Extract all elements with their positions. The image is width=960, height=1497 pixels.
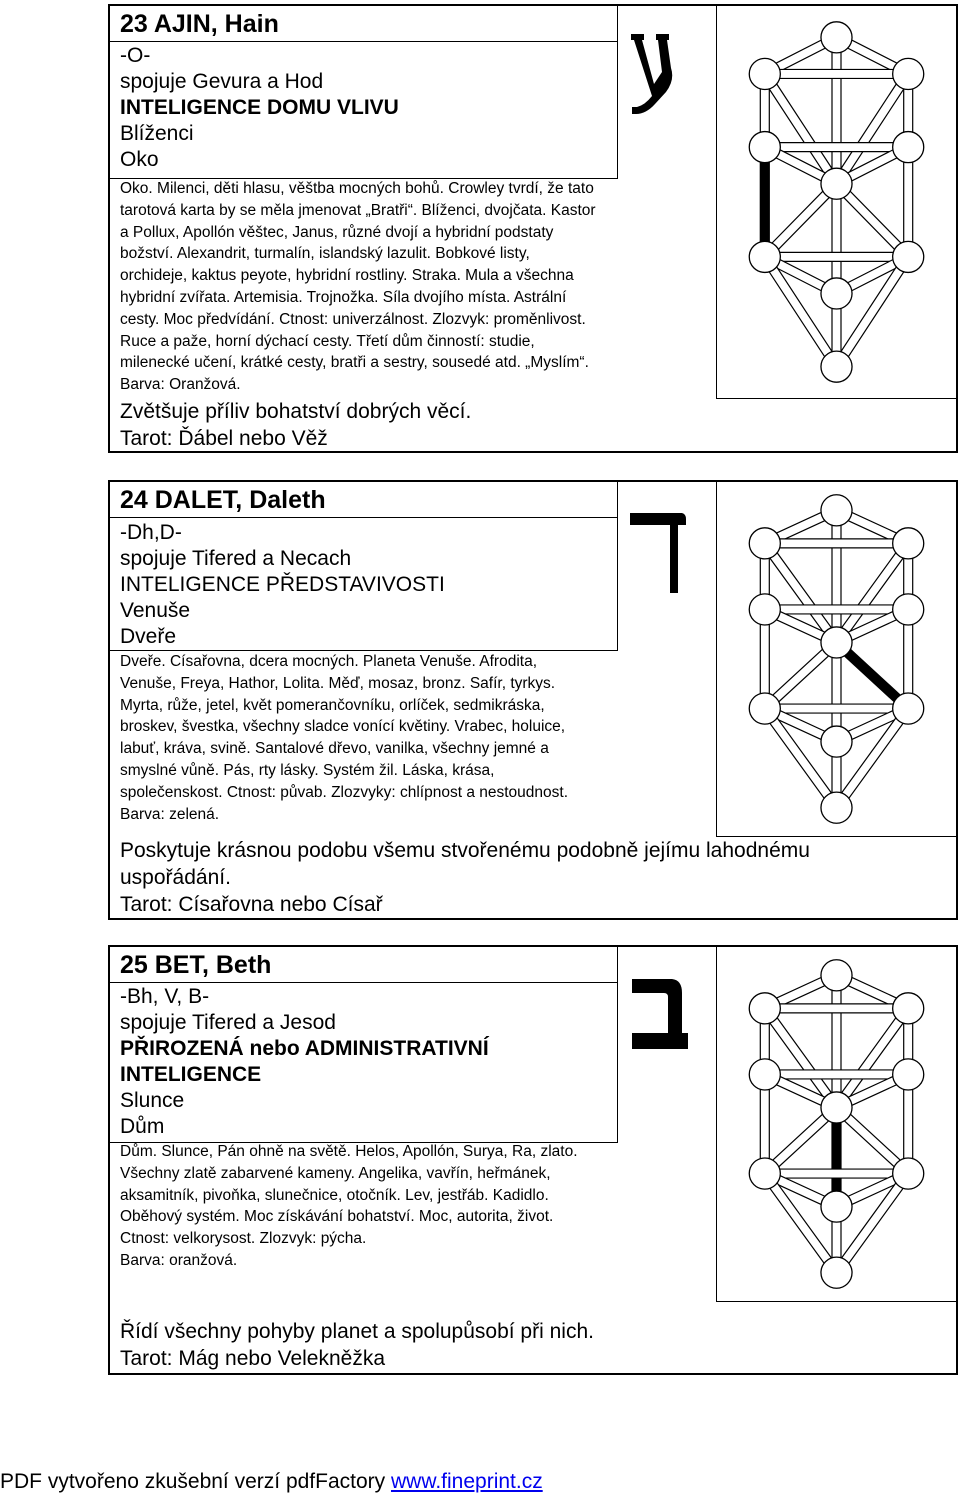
sefira-node xyxy=(821,627,852,658)
tree-of-life-diagram xyxy=(716,482,956,837)
transliteration: -Bh, V, B- xyxy=(120,985,210,1008)
sefira-node xyxy=(893,132,924,163)
sefira-node xyxy=(893,693,924,724)
card-title: 24 DALET, Daleth xyxy=(110,482,618,518)
sefira-node xyxy=(893,1059,924,1090)
sefira-node xyxy=(821,792,852,823)
sefira-node xyxy=(893,1158,924,1189)
intelligence-name: PŘIROZENÁ nebo ADMINISTRATIVNÍ xyxy=(120,1037,489,1060)
tree-path xyxy=(765,69,908,78)
description: Dům. Slunce, Pán ohně na světě. Helos, Apollón, Surya, Ra, zlato. Všechny zlatě zabarvené kameny. Angelika, vavřín, heřmánek, aksamitník, pivoňka, slunečnice, otočník. Lev, jestřáb. Kadidlo. Oběhový systém. Moc získávání bohatství. Moc, autorita, život. Ctnost: velkorysost. Zlozvyk: pýcha. Barva: oranžová. xyxy=(120,1143,578,1269)
sefira-node xyxy=(749,132,780,163)
sefira-node xyxy=(821,960,852,991)
highlighted-path xyxy=(760,147,769,257)
tree-path xyxy=(832,975,841,1107)
planet: Slunce xyxy=(120,1089,185,1112)
pdf-footer xyxy=(0,1470,543,1494)
description: Dveře. Císařovna, dcera mocných. Planeta Venuše. Afrodita, Venuše, Freya, Hathor, Lolita. Měď, mosaz, bronz. Safír, tyrkys. Myrta, růže, jetel, květ pomerančovníku, orlíček, sedmikráska, broskev, švestka, všechny sladce vonící květiny. Vrabec, holuice, labuť, kráva, svině. Santalové dřevo, vanilka, všechny jemné a smyslné vůně. Pás, rty lásky. Systém žil. Láska, krása, společenskost. Ctnost: půvab. Zlozvyky: chlípnost a nestoudnost. Barva: zelená. xyxy=(120,653,569,823)
sefira-node xyxy=(821,351,852,382)
intelligence-name: INTELIGENCE DOMU VLIVU xyxy=(120,96,399,119)
effect-and-tarot: Řídí všechny pohyby planet a spolupůsobí při nich. Tarot: Mág nebo Velekněžka xyxy=(120,1320,594,1370)
card-summary xyxy=(110,518,618,651)
sefira-node xyxy=(821,1257,852,1288)
path-connection: spojuje Tifered a Jesod xyxy=(120,1011,336,1034)
tree-path xyxy=(765,704,908,713)
intelligence-name: INTELIGENCE PŘEDSTAVIVOSTI xyxy=(120,573,445,596)
letter-meaning: Dům xyxy=(120,1115,165,1138)
transliteration: -Dh,D- xyxy=(120,521,182,544)
tree-path xyxy=(765,605,908,614)
tree-path xyxy=(832,37,841,183)
sefira-node xyxy=(749,241,780,272)
effect-and-tarot: Zvětšuje příliv bohatství dobrých věcí. Tarot: Ďábel nebo Věž xyxy=(120,400,472,450)
letter-meaning: Oko xyxy=(120,148,159,171)
footer-link[interactable]: www.fineprint.cz xyxy=(390,1470,543,1493)
sefira-node xyxy=(821,168,852,199)
sefira-node xyxy=(749,1158,780,1189)
card-bet xyxy=(108,945,958,1375)
sefira-node xyxy=(749,594,780,625)
hebrew-dalet-icon xyxy=(628,509,688,594)
sefira-node xyxy=(893,528,924,559)
card-dalet xyxy=(108,480,958,920)
sefira-node xyxy=(893,594,924,625)
path-connection: spojuje Gevura a Hod xyxy=(120,70,324,93)
letter-meaning: Dveře xyxy=(120,625,177,648)
tree-path xyxy=(765,143,908,152)
sefira-node xyxy=(821,1092,852,1123)
tree-path xyxy=(904,147,913,257)
sefira-node xyxy=(749,58,780,89)
sefira-node xyxy=(821,22,852,53)
path-connection: spojuje Tifered a Necach xyxy=(120,547,352,570)
sefira-node xyxy=(893,993,924,1024)
sefira-node xyxy=(821,1191,852,1222)
sefira-node xyxy=(893,58,924,89)
hebrew-ayin-icon xyxy=(628,32,688,117)
tree-of-life-svg xyxy=(717,6,956,398)
card-ajin xyxy=(108,4,958,453)
tree-path xyxy=(765,1169,908,1178)
description: Oko. Milenci, děti hlasu, věštba mocných bohů. Crowley tvrdí, že tato tarotová karta by se měla jmenovat „Bratři“. Blíženci, dvojčata. Kastor a Pollux, Apollón věštec, Janus, různé dvojí a hybridní podstaty božství. Alexandrit, turmalín, islandský lazulit. Bobkové listy, orchideje, kaktus peyote, hybridní rostliny. Straka. Mula a všechna hybridní zvířata. Artemisia. Trojnožka. Síla dvojího místa. Astrální cesty. Moc předvídání. Ctnost: univerzálnost. Zlozvyk: proměnlivost. Ruce a paže, horní dýchací cesty. Třetí dům činností: studie, milenecké učení, krátké cesty, bratři a sestry, sousedé atd. „Myslím“. Barva: Oranžová. xyxy=(120,180,596,394)
tree-path xyxy=(765,252,908,261)
card-header xyxy=(110,6,618,179)
card-summary xyxy=(110,983,618,1143)
transliteration: -O- xyxy=(120,44,151,67)
card-header xyxy=(110,947,618,1143)
sefira-node xyxy=(749,693,780,724)
planet: Venuše xyxy=(120,599,191,622)
tree-path xyxy=(765,539,908,548)
tree-of-life-diagram xyxy=(716,6,956,399)
card-header xyxy=(110,482,618,651)
effect-and-tarot: Poskytuje krásnou podobu všemu stvořenému podobně jejímu lahodnému uspořádání. Tarot: Císařovna nebo Císař xyxy=(120,839,810,916)
sefira-node xyxy=(893,241,924,272)
tree-path xyxy=(765,1070,908,1079)
intelligence-name-cont: INTELIGENCE xyxy=(120,1063,262,1086)
sefira-node xyxy=(821,495,852,526)
footer-text: PDF vytvořeno zkušební verzí pdfFactory xyxy=(0,1470,391,1493)
card-summary xyxy=(110,42,618,179)
sefira-node xyxy=(749,993,780,1024)
tree-of-life-diagram xyxy=(716,947,956,1302)
tree-path xyxy=(765,1004,908,1013)
card-title: 25 BET, Beth xyxy=(110,947,618,983)
sefira-node xyxy=(749,1059,780,1090)
hebrew-bet-icon xyxy=(628,973,688,1058)
sefira-node xyxy=(821,726,852,757)
sefira-node xyxy=(749,528,780,559)
tree-of-life-svg xyxy=(717,947,956,1301)
tree-path xyxy=(832,184,841,294)
tree-of-life-svg xyxy=(717,482,956,836)
card-title: 23 AJIN, Hain xyxy=(110,6,618,42)
tree-path xyxy=(832,510,841,642)
sefira-node xyxy=(821,278,852,309)
astrological-sign: Blíženci xyxy=(120,122,194,145)
